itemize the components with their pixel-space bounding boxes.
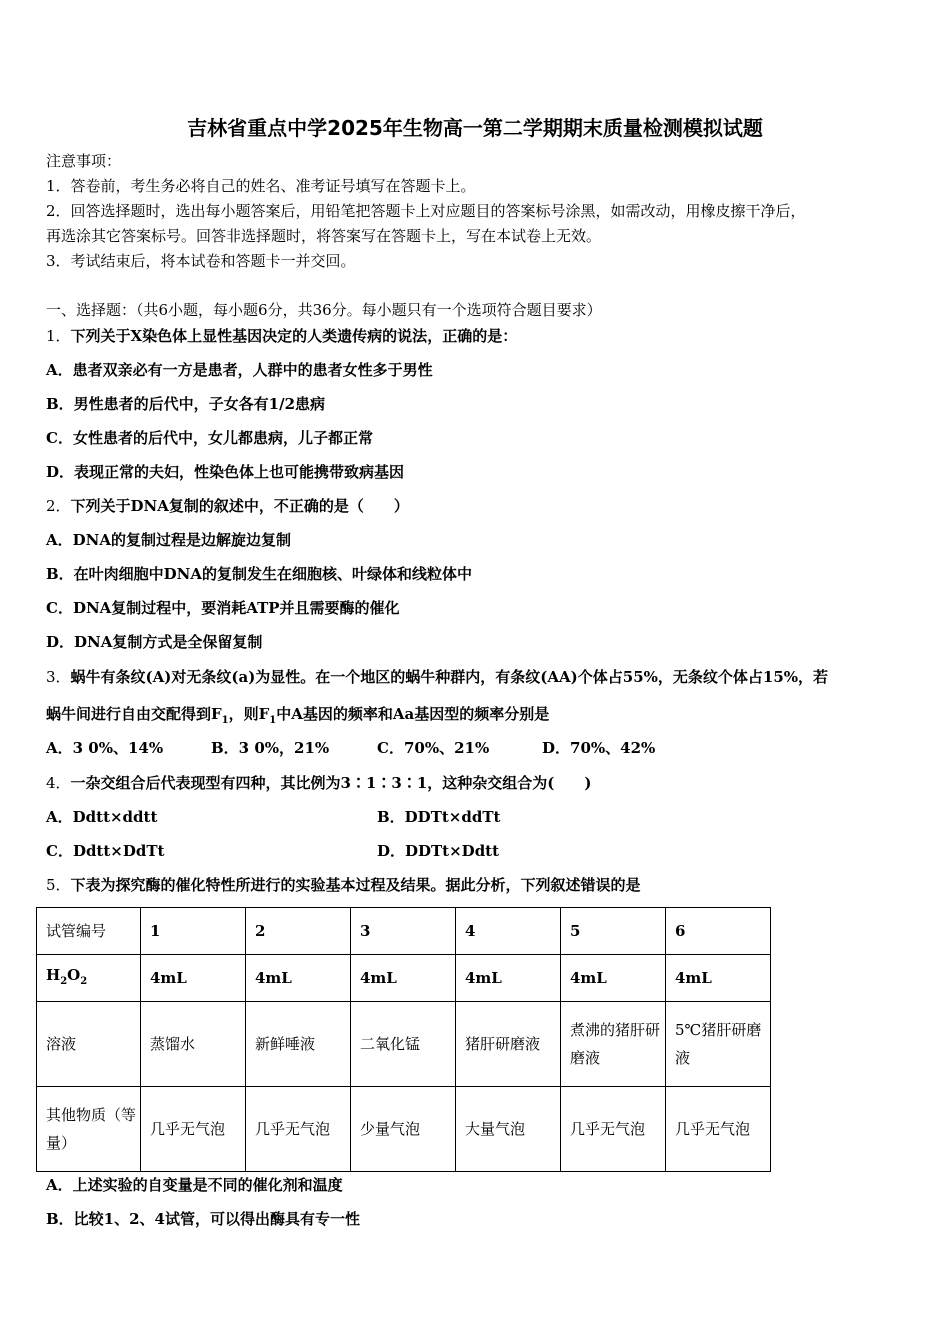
table-cell: 4mL (141, 955, 246, 1002)
subscript: 2 (80, 975, 88, 987)
question-3-stem-line2 (46, 704, 549, 731)
question-text: 蜗牛间进行自由交配得到F (46, 705, 222, 723)
q5-option-a: A．上述实验的自变量是不同的催化剂和温度 (46, 1176, 343, 1194)
q2-option-c: C．DNA复制过程中，要消耗ATP并且需要酶的催化 (46, 599, 400, 617)
notice-item: 2．回答选择题时，选出每小题答案后，用铅笔把答题卡上对应题目的答案标号涂黑，如需改动，用橡皮擦干净后， (46, 202, 806, 220)
table-cell: 4mL (351, 955, 456, 1002)
question-number: 1． (46, 327, 71, 345)
table-cell: 溶液 (37, 1002, 141, 1087)
question-number: 3． (46, 668, 71, 686)
table-row (37, 955, 771, 1002)
question-text: 一杂交组合后代表现型有四种，其比例为3∶1∶3∶1，这种杂交组合为( ) (70, 774, 592, 792)
notice-heading: 注意事项： (46, 152, 122, 170)
question-2-stem (46, 496, 409, 516)
q3-option-d: D．70%、42% (542, 739, 656, 757)
subscript: 1 (221, 715, 229, 726)
q1-option-d: D．表现正常的夫妇，性染色体上也可能携带致病基因 (46, 463, 405, 481)
table-cell: 3 (351, 908, 456, 955)
question-text: 中A基因的频率和Aa基因型的频率分别是 (276, 705, 550, 723)
q1-option-a: A．患者双亲必有一方是患者，人群中的患者女性多于男性 (46, 361, 433, 379)
q3-option-a: A．3 0%、14% (46, 739, 164, 757)
table-cell: 1 (141, 908, 246, 955)
question-5-stem (46, 875, 641, 895)
table-cell: 4mL (561, 955, 666, 1002)
question-text: 下列关于X染色体上显性基因决定的人类遗传病的说法，正确的是： (70, 327, 518, 345)
table-cell: 几乎无气泡 (666, 1087, 771, 1172)
notice-item: 3．考试结束后，将本试卷和答题卡一并交回。 (46, 252, 356, 270)
table-cell: 4 (456, 908, 561, 955)
question-number: 5． (46, 876, 71, 894)
q3-option-c: C．70%、21% (377, 739, 490, 757)
table-cell: 几乎无气泡 (141, 1087, 246, 1172)
table-cell: 猪肝研磨液 (456, 1002, 561, 1087)
question-text: 下表为探究酶的催化特性所进行的实验基本过程及结果。据此分析，下列叙述错误的是 (70, 876, 641, 894)
table-row (37, 1087, 771, 1172)
q2-option-d: D．DNA复制方式是全保留复制 (46, 633, 263, 651)
table-cell: 煮沸的猪肝研磨液 (561, 1002, 666, 1087)
subscript: 1 (269, 715, 277, 726)
table-cell: 几乎无气泡 (561, 1087, 666, 1172)
question-4-stem (46, 773, 592, 793)
question-text: ，则F (228, 705, 270, 723)
table-cell: 大量气泡 (456, 1087, 561, 1172)
question-3-stem (46, 667, 828, 687)
table-cell: 4mL (456, 955, 561, 1002)
table-cell: 少量气泡 (351, 1087, 456, 1172)
question-1-stem (46, 326, 517, 346)
table-cell (37, 955, 141, 1002)
q4-option-c: C．Ddtt×DdTt (46, 842, 165, 860)
table-cell: 几乎无气泡 (246, 1087, 351, 1172)
question-number: 4． (46, 774, 71, 792)
page-title: 吉林省重点中学2025年生物高一第二学期期末质量检测模拟试题 (187, 116, 763, 140)
q4-option-b: B．DDTt×ddTt (377, 808, 501, 826)
subscript: 2 (60, 975, 68, 987)
table-cell: 试管编号 (37, 908, 141, 955)
table-cell: 蒸馏水 (141, 1002, 246, 1087)
q2-option-a: A．DNA的复制过程是边解旋边复制 (46, 531, 291, 549)
table-cell: 4mL (246, 955, 351, 1002)
table-cell: 5 (561, 908, 666, 955)
question-number: 2． (46, 497, 71, 515)
experiment-table (36, 907, 771, 1172)
formula-part: O (67, 965, 81, 984)
table-row (37, 908, 771, 955)
q3-option-b: B．3 0%，21% (211, 739, 330, 757)
notice-item: 再选涂其它答案标号。回答非选择题时，将答案写在答题卡上，写在本试卷上无效。 (46, 227, 602, 245)
q4-option-a: A．Ddtt×ddtt (46, 808, 158, 826)
q2-option-b: B．在叶肉细胞中DNA的复制发生在细胞核、叶绿体和线粒体中 (46, 565, 473, 583)
table-cell: 5℃猪肝研磨液 (666, 1002, 771, 1087)
section-heading: 一、选择题：（共6小题，每小题6分，共36分。每小题只有一个选项符合题目要求） (46, 301, 602, 319)
q5-option-b: B．比较1、2、4试管，可以得出酶具有专一性 (46, 1210, 360, 1228)
q4-option-d: D．DDTt×Ddtt (377, 842, 500, 860)
q1-option-b: B．男性患者的后代中，子女各有1/2患病 (46, 395, 326, 413)
table-cell: 4mL (666, 955, 771, 1002)
table-cell: 新鲜唾液 (246, 1002, 351, 1087)
table-row (37, 1002, 771, 1087)
question-text: 下列关于DNA复制的叙述中，不正确的是（ ） (70, 497, 409, 515)
table-cell: 2 (246, 908, 351, 955)
formula-part: H (46, 965, 61, 984)
table-cell: 其他物质（等量） (37, 1087, 141, 1172)
table-cell: 二氧化锰 (351, 1002, 456, 1087)
notice-item: 1．答卷前，考生务必将自己的姓名、准考证号填写在答题卡上。 (46, 177, 476, 195)
question-text: 蜗牛有条纹(A)对无条纹(a)为显性。在一个地区的蜗牛种群内，有条纹(AA)个体占55%，无条纹个体占15%，若 (70, 668, 829, 686)
table-cell: 6 (666, 908, 771, 955)
q1-option-c: C．女性患者的后代中，女儿都患病，儿子都正常 (46, 429, 373, 447)
